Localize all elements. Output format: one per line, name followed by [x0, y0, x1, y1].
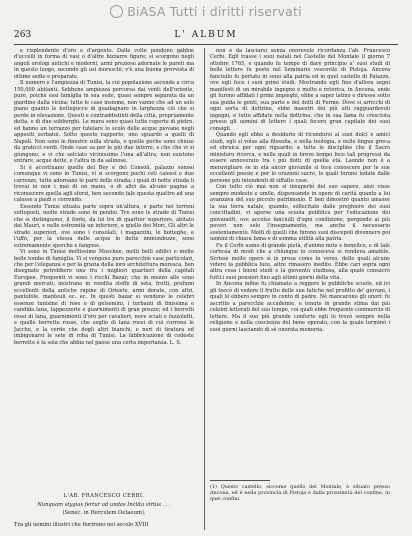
footnote: (1) Questo castello, siccome quello del Montale, è situato presso Ancona, ed è nella provincia di Pistoja e dalla prossimità del confine, in quei confini. [210, 484, 390, 503]
left-paragraph: Si è accettuano quello del Bey e dei Consoli, palazzo sonosi comunque vi sono in Tunisi, vi si scorgono pochi ceti calessi e due carrozze, tutte adornano le parti delle strada; i quali di notte strada li trovai in non i mai di un mano, o di altri da alcune pagine a riconoscere quella agli sforzi, ben secondo tale questa quattro ad una calesse a piedi e correndo. [14, 164, 194, 204]
footnote-rule [210, 480, 270, 481]
watermark [0, 4, 412, 19]
right-paragraph: In Ancona infine fu chiamato a reggere le pubbliche scuole, ed ivi gli toccò di vedere il frutto delle sue fatiche nel profitto de' giovani, i quali lo ebbero sempre in conto di padre. Nè mancarono gli onori: fu ascritto a parecchie accademie, e tenuto in grande stima dai più celebri letterati del suo tempo, coi quali ebbe frequente commercio di lettere. Ma il suo più grande conforto egli lo trovò sempre nella religione e nella coscienza del bene operato, con la quale terminò i suoi giorni lasciando di sè onorata memoria. [210, 281, 390, 333]
epigraph-source: (Senec. in Herculem Oetaeum). [62, 510, 146, 516]
epigraph: Nunquam stygias fertur ad undas Inclita virtus . . . [37, 502, 171, 508]
header-rule [14, 44, 398, 45]
page-header [14, 30, 398, 44]
left-paragraph: Il numero e l'ampiezza di Tunisi, la cui popolazione ascende a circa 150,000 abitanti. Sebbene ampiezza percorsa dai venti dell'oriente, pure, poichè essi famiglia in sua sede, quasi sempre separata da un giardino dalla vicina; tutte le case insieme, non vanno che ad un solo piano quanto le bottegucce di guadagnare in larghezza ciò che si perde in elevazione. Questi e contraddistinti della città, propriamente detta, e di due sobborghi. Le mura sono quasi tutte coperte di pietre, ed hanno un terrazzo per tutelare lo scolo delle acque piovane negli appositi serbatoi. Sotto questo rapporto, uno sguardo a quelli di Napoli. Non sono le finestre sulla strada, o quelle poche sono chiuse da graticci verdi. Onde case sa per le più due interni, e che che vi si giungono, e vi che selciato vicinissimo l'una all'altra, non esistono entrare, acque dette, e l'altra in da salinose. [14, 80, 194, 165]
left-paragraph: e risplendente d'oro e d'argento. Dalle volte pendono gabbie d'uccelli in forma di vasi o d'altre bizzarre figure; si scorgono negli angoli orologi antichi e moderni, armi preziose adornate le pareti ma in questo luogo, secondo gli usi moreschi, v'è una buona provvista di ottime sedie e preparate. [14, 48, 194, 80]
article-opening-line: Tra gli uomini illustri che fiorirono nel secolo XVIII [14, 522, 149, 528]
right-paragraph: Con tutto ciò mai non si insuperbì del suo sapere, anzi visse sempre modesto e umile, dispensando in opere di carità quanto a lui avanzava del suo piccolo patrimonio. E ben dimostrò quanto amasse la sua terra natale, quando, sollecitato dalle preghiere dei suoi concittadini, vi aperse una scuola pubblica per l'educazione dei giovanetti, ove accolse fanciulli d'ogni condizione, porgendo ai più poveri non solo l'insegnamento, ma anche il necessario sostentamento. Molti di quelli che furono suoi discepoli divennero poi uomini di chiara fama e di somma utilità alla patria. [210, 184, 390, 243]
right-paragraph: non è da lasciarsi senza onorevole ricordanza l'ab. Francesco Cerbi. Egli trasse i suoi natali nel Castello del Montale il giorno 7 ottobre 1765, e quando fu tempo di dare principio a' suoi studi di belle lettere fu posto nel Seminario vescovile di Pistoja. Ancora fanciullo fu portato in seno alla patria ed in quel castello di Palazzo, ove egli fece i suoi primi studi. Mostrando egli fino d'allora segni manifesti di un mirabile ingegno e molto e retorica, in Ancona, onde gli furono affidati i primi impieghi, ebbe a saper latino e diresse sotto sua guida le genti, sua parte e dei dotti di Fermo. Dove si arricchì di ogni sorta di dottrine, ebbe maestri dei più alti ragguardevoli ingegni, e tutto affidate nella dottrina, che in sua fama fu cresciuta presso gli uomini di lettere i quali fecero gran capitale dei suoi consigli. [210, 48, 390, 132]
article-heading: L'AB. FRANCESCO CERBI. [63, 493, 145, 499]
column-divider [204, 48, 205, 530]
right-paragraph: Quando egli ebbe a desiderio di ricondursi ai suoi dolci e amici studi, egli si volse alla filosofia, e nella teologia, e nelle lingue greca ed ebraica per ogni riguardo; a tutte le discipline che il Sacro ministero ricerca, e nelle quali in breve tempo fece tali progressi da essere annoverato tra i più dotti di quella età. Laonde non è a meravigliare se in età ancor giovanile si fece conoscere per le sue eccellenti poesie e per le orazioni sacre, le quali furono lodate dalle persone più intendenti di siffatte cose. [210, 132, 390, 184]
watermark-text: BiASA Tutti i diritti riservati [127, 4, 302, 19]
watermark-logo-icon [110, 5, 123, 18]
right-column [210, 48, 390, 474]
right-paragraph: Fu il Cerbi uomo di grande pietà, d'animo mite e benefico, e di tale cortesia di modi che a chiunque lo conosceva si rendeva amabile. Scrisse molte opere sì in prosa come in verso, delle quali alcune videro la pubblica luce, altre rimasero inedite. Ebbe cari sopra ogni altra cosa i buoni studi e la gioventù studiosa, alla quale consacrò tutti i suoi pensieri fino agli ultimi giorni della vita. [210, 242, 390, 281]
running-title: L' ALBUM [174, 30, 238, 40]
left-column [14, 48, 194, 488]
left-paragraph: Essendo Tunisi situata parte sopra un'altura, e parte nei terreni sottoposti, molte strade sono in pendio. Tre sono le strade di Tunisi che si distinguono, il fonte, da lui tre di quartier superiore, abitato dai Mauri, e nelle estremità un inferiore, e quello dei Mori. Gli altri le strade superiori, ove sono i consolati, i magazzini, le botteghe, e l'uffo, per la stessa delle acque in dette immondezze, sono estremamente sporche e fangose. [14, 203, 194, 249]
page-number: 263 [14, 30, 32, 40]
left-paragraph: Vi sono in Tunisi moltissime Moschee, molti belli edifici e molte belle tombe di famiglia. Vi si vengono pure parecchie case particolari, che per l'eleganza e per la grazia della loro architettura moresca, ben disegnate potrebbero uno fra i migliori quartieri della capitali Europee. Frequenti vi sono i ricchi Bazar; che in mezzo alle sono grandi mercati, mostrano in vendita stoffe di seta, frutti, profumi eccellenti della antiche rapine di Oriente, armi dorate, con altri, pantofole, manteuli ec. ec. In questi bazar si vendono le celebri essenze tunisine di rose o di gelsomini, i turbanti di finissima e candida lana, tappezzerie e guarnimenti di gran prezzo; ed i berretti rossi di lana, guarnimenti d'oro per cavalieri, nove sciali e fazzoletti, e quelle berrette rosse, che soglio di lana rossi di cui corrono le Jacche, e la verde che dogli altri bianchi, e neri di tiratura ed imbigonarsi le sete di roba di Tunisi. La fabbricazione di codeste berrette è la sola che abbia nel paese una certa importanza. L. S. [14, 249, 194, 346]
